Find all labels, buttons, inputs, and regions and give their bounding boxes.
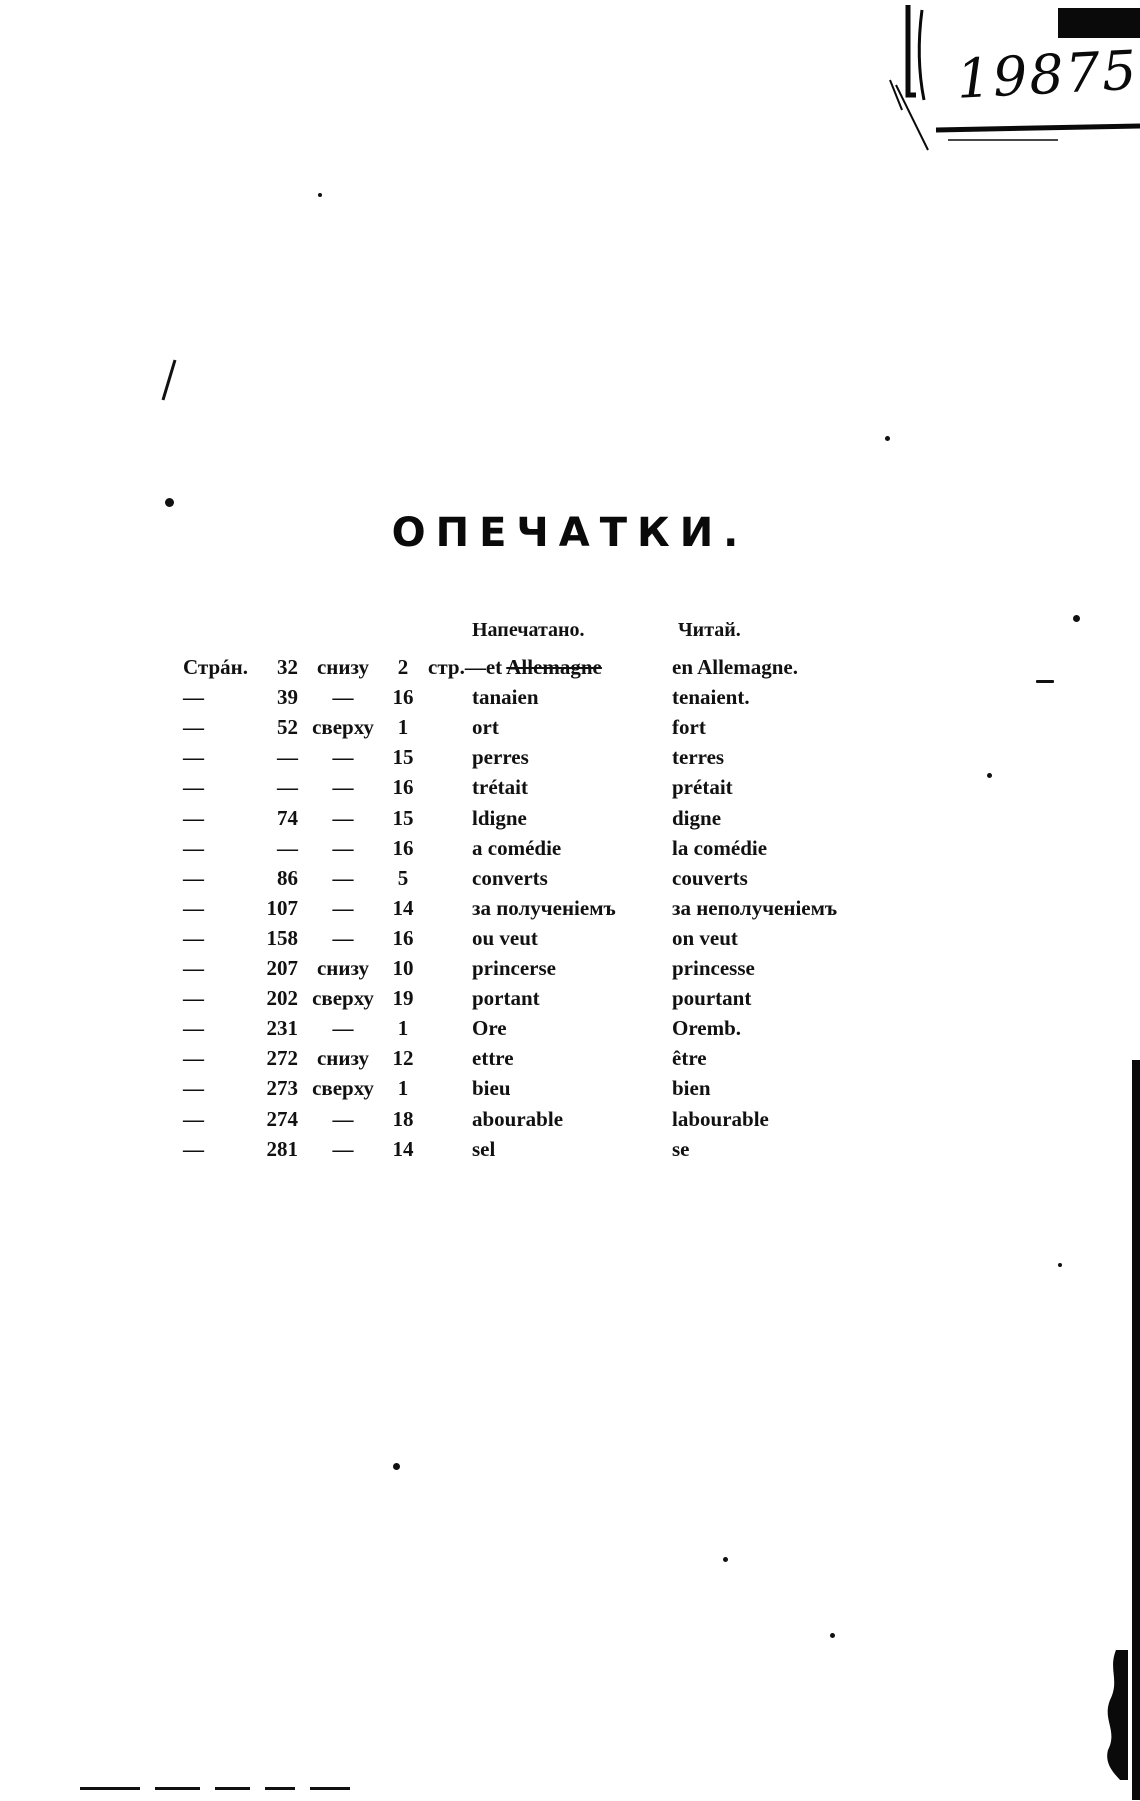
row-label: — (183, 805, 204, 830)
correct-text: on veut (672, 925, 738, 950)
page-number: 86 (277, 865, 298, 890)
errata-row (0, 956, 1140, 986)
scan-edge-strip (1132, 1060, 1140, 1800)
position-from: — (332, 925, 354, 950)
errata-row (0, 745, 1140, 775)
ink-speck (830, 1633, 835, 1638)
correct-text: tenaient. (672, 685, 750, 710)
misprinted-text: abourable (472, 1106, 564, 1131)
misprinted-text: princerse (472, 956, 556, 980)
misprinted-text: sel (472, 1136, 496, 1161)
catalog-number: 19875 (955, 38, 1140, 111)
position-from: — (332, 1016, 354, 1041)
position-from: сверху (312, 1076, 374, 1101)
page-number: — (277, 745, 298, 770)
position-from: — (332, 1136, 354, 1161)
errata-row (0, 685, 1140, 715)
page-number: 274 (266, 1106, 298, 1131)
ink-speck (723, 1557, 728, 1562)
page-number: 202 (266, 986, 298, 1011)
errata-row (0, 1076, 1140, 1106)
errata-row (0, 655, 1140, 685)
position-from: — (332, 895, 354, 920)
misprinted-text: perres (472, 745, 529, 770)
line-number: 14 (392, 1136, 414, 1161)
correct-text: fort (672, 715, 706, 740)
page-number: 207 (266, 956, 298, 980)
errata-row (0, 806, 1140, 836)
misprinted-text: ldigne (472, 805, 527, 830)
line-number: 10 (392, 956, 414, 980)
correct-text: princesse (672, 956, 755, 980)
misprinted-text: ou veut (472, 925, 538, 950)
misprinted-text: за полученiемъ (472, 895, 616, 920)
misprinted-text: ettre (472, 1046, 514, 1071)
correct-text: terres (672, 745, 725, 770)
line-number: 5 (397, 865, 409, 890)
ink-speck (165, 498, 174, 507)
misprinted-text: Ore (472, 1016, 507, 1041)
position-from: снизу (316, 655, 370, 679)
scan-edge-bar (1058, 8, 1140, 38)
page-number: 52 (277, 715, 298, 740)
errata-row (0, 866, 1140, 896)
ink-speck (318, 193, 322, 197)
row-label: — (183, 835, 204, 860)
position-from: снизу (316, 956, 370, 980)
page-number: 272 (266, 1046, 298, 1071)
correct-text: prétait (672, 775, 733, 800)
correct-text: se (672, 1136, 690, 1161)
correct-text: couverts (672, 865, 748, 890)
correct-text: la comédie (672, 835, 768, 860)
position-from: — (332, 685, 354, 710)
errata-row (0, 1046, 1140, 1076)
position-from: — (332, 835, 354, 860)
pen-mark (155, 355, 185, 405)
ink-speck (1058, 1263, 1062, 1267)
page-number: 231 (266, 1016, 298, 1041)
correct-text: digne (672, 805, 722, 830)
page-number: 158 (266, 925, 298, 950)
row-label: — (183, 956, 204, 980)
page-number: 273 (266, 1076, 298, 1101)
misprinted-text: bieu (472, 1076, 511, 1101)
errata-row (0, 1107, 1140, 1137)
correct-text: bien (672, 1076, 711, 1101)
misprinted-text: ort (472, 715, 499, 740)
page-number: 32 (277, 655, 298, 679)
position-from: — (332, 745, 354, 770)
page-number: — (277, 775, 298, 800)
row-label: — (183, 775, 204, 800)
misprinted-text: portant (472, 986, 540, 1011)
line-number: 15 (392, 805, 414, 830)
line-number: 14 (392, 895, 414, 920)
line-number: 1 (397, 1016, 409, 1041)
errata-row (0, 1137, 1140, 1167)
position-from: — (332, 775, 354, 800)
ink-speck (987, 773, 992, 778)
header-misprinted: Напечатано. (472, 619, 585, 641)
page-number: 107 (266, 895, 298, 920)
row-label: — (183, 1016, 204, 1041)
line-number: 1 (397, 715, 409, 740)
position-from: сверху (312, 715, 374, 740)
page-number: 74 (277, 805, 298, 830)
position-from: — (332, 865, 354, 890)
correct-text: labourable (672, 1106, 769, 1131)
errata-row (0, 1016, 1140, 1046)
misprinted-text: converts (472, 865, 548, 890)
line-number: 1 (397, 1076, 409, 1101)
row-label: — (183, 1076, 204, 1101)
errata-row (0, 896, 1140, 926)
bottom-rule (80, 1787, 350, 1790)
correct-text: être (672, 1046, 707, 1071)
page-number: — (277, 835, 298, 860)
row-label: — (183, 1046, 204, 1071)
correct-text: pourtant (672, 986, 752, 1011)
correct-text: за неполученiемъ (672, 895, 838, 920)
misprinted-prefix: стр.—et (428, 655, 503, 679)
row-label: — (183, 895, 204, 920)
ink-speck (393, 1463, 400, 1470)
line-number: 16 (392, 925, 414, 950)
line-number: 16 (392, 685, 414, 710)
row-label: — (183, 925, 204, 950)
row-label: — (183, 986, 204, 1011)
ink-speck (1073, 615, 1080, 622)
page-title: ОПЕЧАТКИ. (391, 510, 749, 556)
ink-speck (1036, 680, 1054, 683)
edge-blot (1098, 1650, 1128, 1780)
header-correct: Читай. (678, 619, 741, 641)
row-label: Стрáн. (183, 655, 248, 679)
line-number: 16 (392, 775, 414, 800)
correct-text: Oremb. (672, 1016, 742, 1041)
errata-row (0, 926, 1140, 956)
row-label: — (183, 1106, 204, 1131)
errata-row (0, 775, 1140, 805)
line-number: 16 (392, 835, 414, 860)
line-number: 2 (397, 655, 409, 679)
row-label: — (183, 865, 204, 890)
page-number: 281 (266, 1136, 298, 1161)
ink-speck (885, 436, 890, 441)
misprinted-text (428, 655, 602, 680)
position-from: — (332, 1106, 354, 1131)
errata-row (0, 836, 1140, 866)
position-from: — (332, 805, 354, 830)
row-label: — (183, 715, 204, 740)
row-label: — (183, 685, 204, 710)
position-from: снизу (316, 1046, 370, 1071)
line-number: 18 (392, 1106, 414, 1131)
line-number: 15 (392, 745, 414, 770)
position-from: сверху (312, 986, 374, 1011)
line-number: 12 (392, 1046, 414, 1071)
correct-text: en Allemagne. (672, 655, 798, 679)
row-label: — (183, 1136, 204, 1161)
page-number: 39 (277, 685, 298, 710)
misprinted-word: Allemagne (506, 655, 602, 679)
errata-row (0, 715, 1140, 745)
misprinted-text: a comédie (472, 835, 562, 860)
errata-row (0, 986, 1140, 1016)
misprinted-text: trétait (472, 775, 528, 800)
line-number: 19 (392, 986, 414, 1011)
misprinted-text: tanaien (472, 685, 539, 710)
row-label: — (183, 745, 204, 770)
